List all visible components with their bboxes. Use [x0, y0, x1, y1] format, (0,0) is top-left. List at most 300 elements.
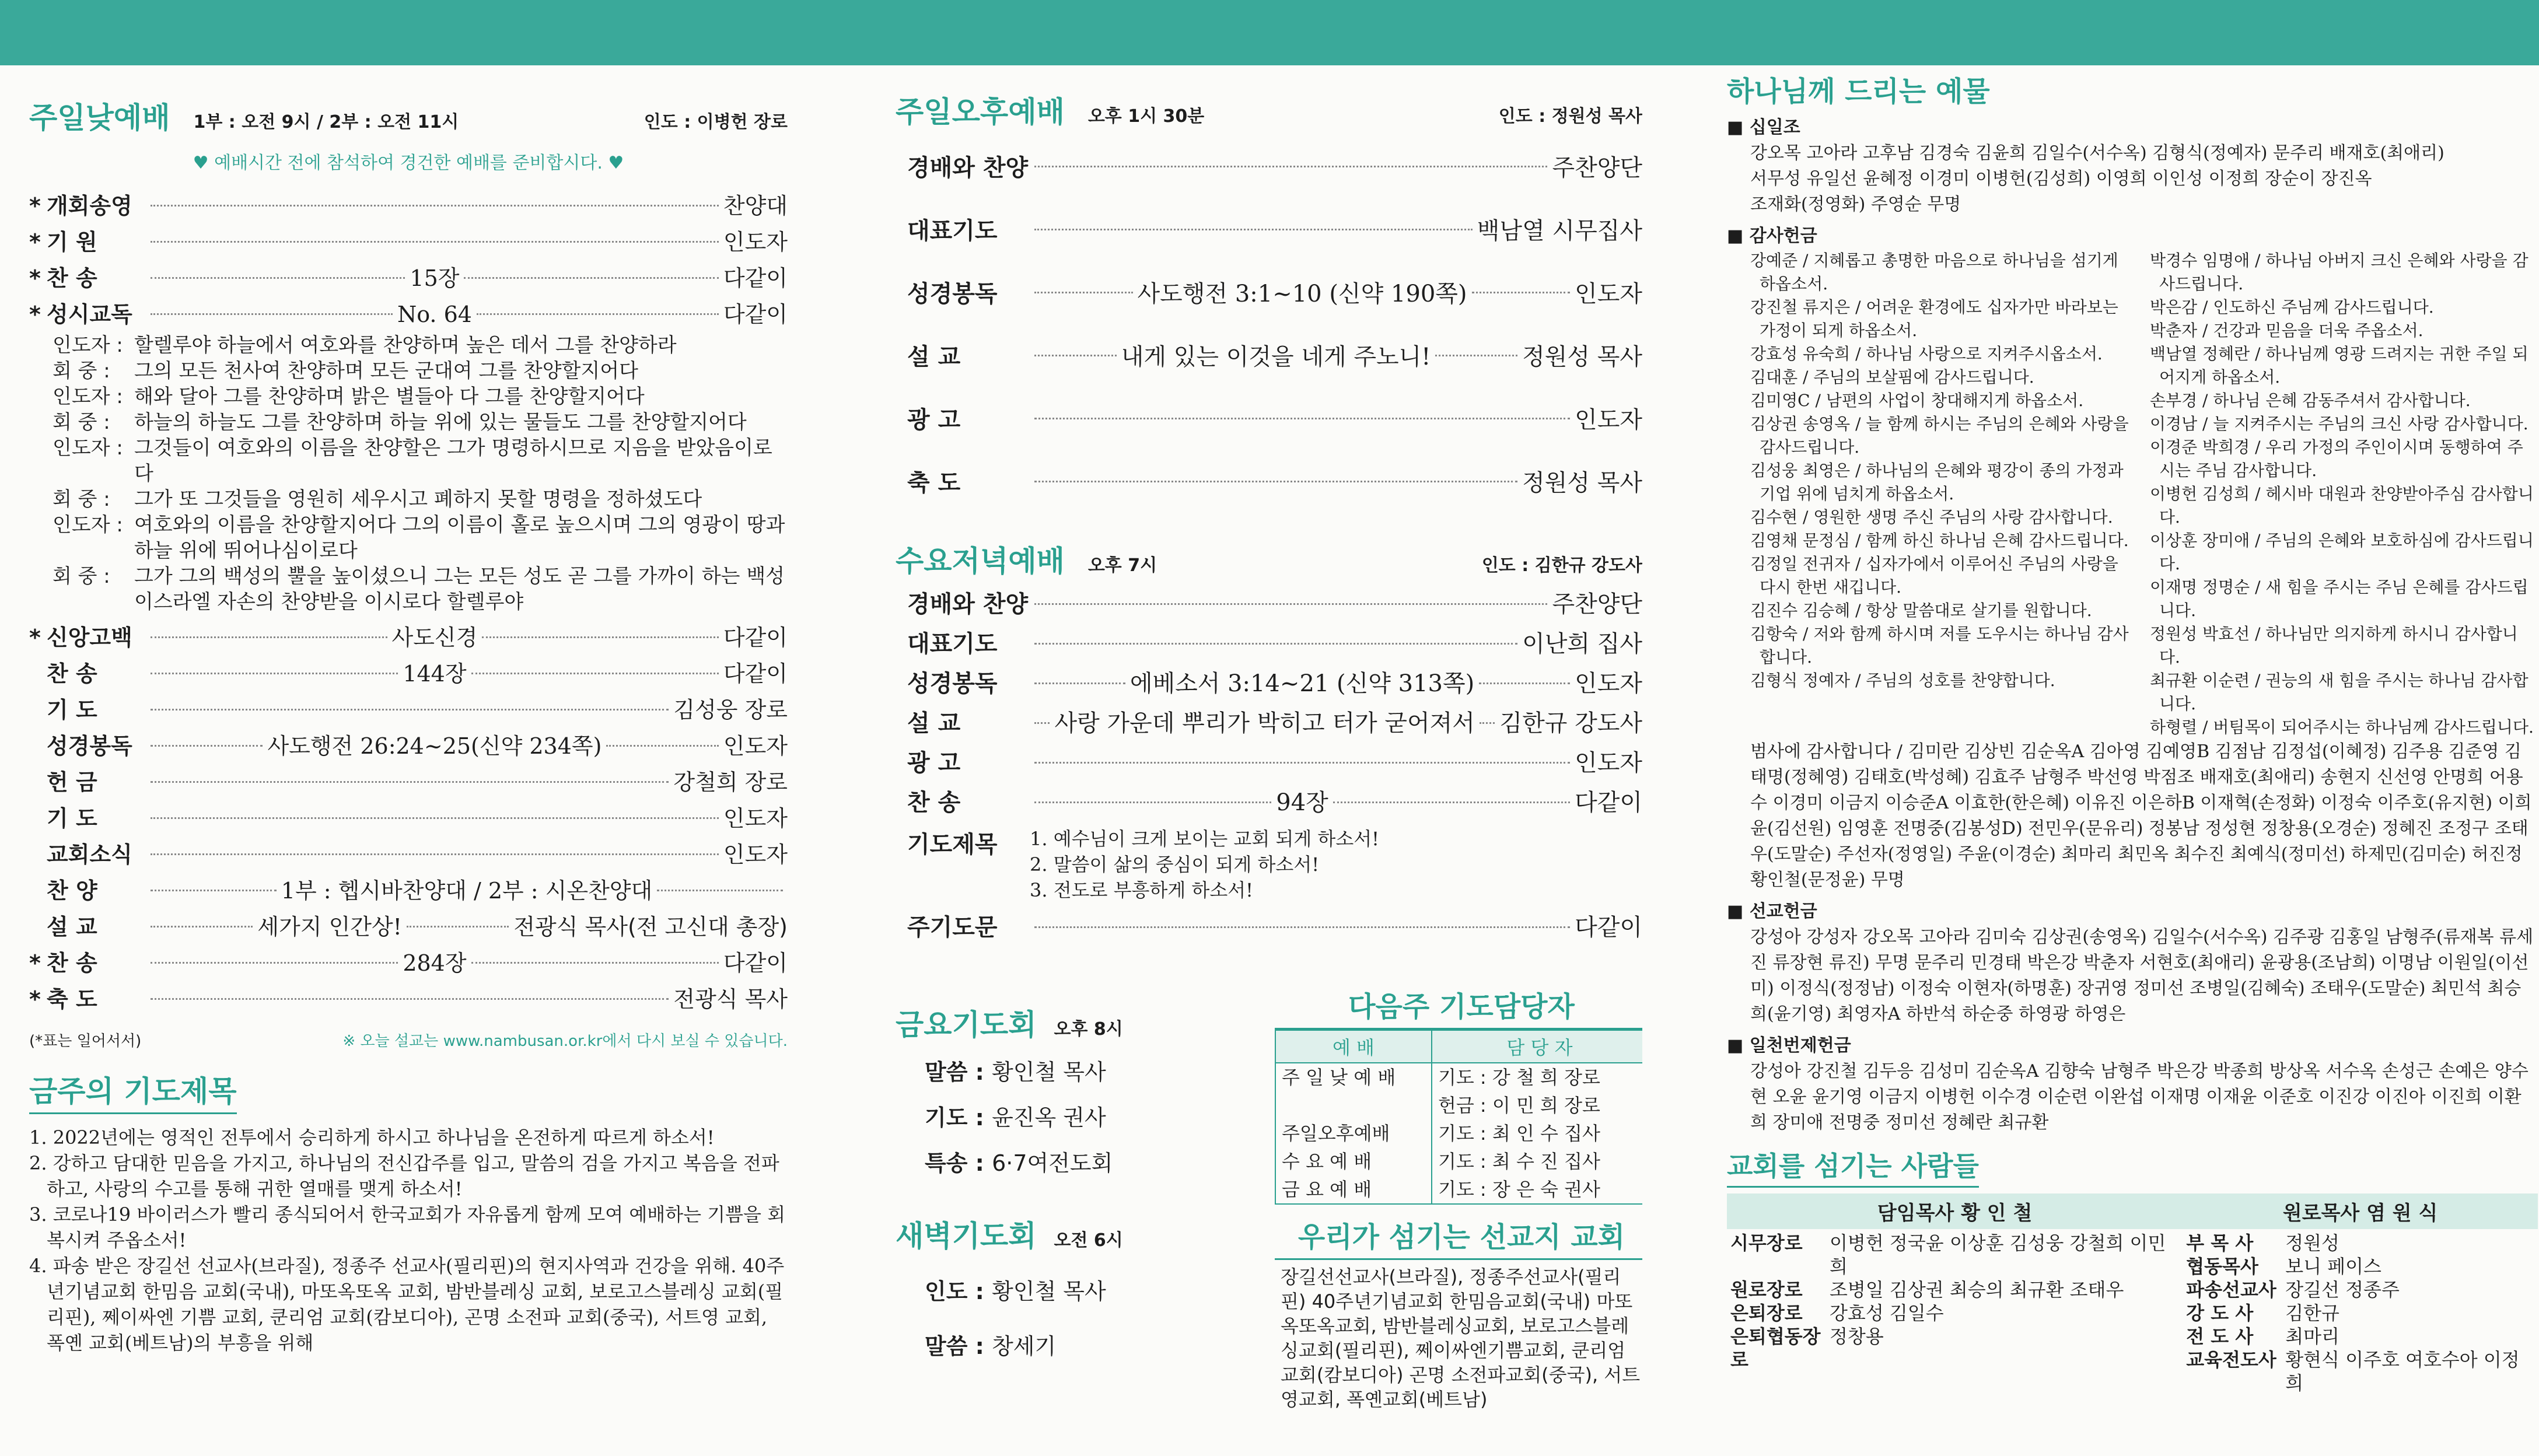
order-label	[47, 873, 146, 909]
reading-text: 그가 그의 백성의 뿔을 높이셨으니 그는 모든 성도 곧 그를 가까이 하는 백성 이스라엘 자손의 찬양받을 이시로다 할렐루야	[134, 565, 785, 614]
prayer-item: 4. 파송 받은 장길선 선교사(브라질), 정종주 선교사(필리핀)의 현지사역과 건강을 위해. 40주년기념교회 한밈음 교회(국내), 마또옥또옥 교회, 밤반블레싱 교회, 보로고스블레싱 교회(필리핀), 쩨이싸엔 기쁨 교회, 쿤리엄 교회(캄보디아), 곤명 소전파 교회(중국), 서트영 교회, 폭옌 교회(베트남)의 부흥을 위해	[29, 1255, 785, 1354]
order-row	[29, 873, 788, 909]
friday-block	[896, 1002, 1257, 1374]
duty-h2: 담 당 자	[1432, 1030, 1642, 1063]
leader-dots	[1034, 762, 1570, 764]
speaker: 인도자 :	[53, 334, 123, 357]
thanks-entry: 김미영C / 남편의 사업이 창대해지게 하옵소서.	[1750, 391, 2084, 410]
order-row	[29, 909, 788, 945]
service-person: 주찬양단	[1552, 591, 1642, 618]
reading-text: 여호와의 이름을 찬양할지어다 그의 이름이 홀로 높으시며 그의 영광이 땅과 하늘 위에 뛰어나심이로다	[134, 513, 785, 562]
leader-dots	[606, 745, 718, 747]
leader-dots	[151, 673, 398, 674]
order-row	[29, 620, 788, 656]
order-item: 사도신경	[391, 625, 478, 650]
thanks-entry: 김수현 / 영원한 생명 주신 주님의 사랑 감사합니다.	[1750, 508, 2113, 527]
friday-details	[896, 1049, 1257, 1186]
staff-role: 은퇴협동장로	[1730, 1325, 1821, 1371]
staff-role: 파송선교사	[2186, 1279, 2276, 1301]
responsive-line	[53, 384, 788, 410]
tithe-list	[1727, 141, 2538, 218]
leader-dots	[151, 781, 669, 783]
order-label	[47, 188, 146, 224]
order-person: 다같이	[723, 302, 788, 327]
order-item: 144장	[403, 661, 467, 687]
friday-l2: 기도 :	[925, 1105, 992, 1130]
staff-role: 전 도 사	[2186, 1325, 2254, 1348]
leader-dots	[482, 636, 719, 638]
wednesday-prayer-item: 3. 전도로 부흥하게 하소서!	[1030, 879, 1254, 901]
friday-title: 금요기도회	[896, 1008, 1037, 1042]
leader-dots	[1034, 682, 1125, 684]
order-label-text: 헌 금	[47, 769, 97, 795]
order-row	[29, 836, 788, 873]
staff-names: 보니 페이스	[2285, 1255, 2381, 1278]
staff-names: 장길선 정종주	[2285, 1279, 2400, 1301]
staff-names: 김한규	[2285, 1302, 2339, 1324]
duty-person: 기도 : 강 철 희 장로	[1432, 1063, 1642, 1091]
reading-text: 할렐루야 하늘에서 여호와를 찬양하며 높은 데서 그를 찬양하라	[134, 334, 677, 357]
staff-names: 이병헌 정국윤 이상훈 김성웅 강철희 이민희	[1830, 1232, 2166, 1278]
duty-row	[1275, 1147, 1642, 1175]
service-row	[896, 200, 1642, 262]
morning-leader: 인도 : 이병헌 장로	[644, 112, 788, 132]
thanks-entry: 백남열 정혜란 / 하나님께 영광 드려지는 귀한 주일 되어지게 하옵소서.	[2150, 344, 2528, 387]
staff-title: 교회를 섬기는 사람들	[1727, 1145, 1979, 1188]
order-label-text: 교회소식	[47, 842, 132, 867]
service-person: 이난희 집사	[1522, 631, 1642, 657]
staff-left	[1727, 1229, 2183, 1397]
thanks-right	[2150, 249, 2538, 739]
order-label-text: 기 도	[47, 697, 97, 723]
leader-dots	[471, 673, 719, 674]
order-label-text: 축 도	[47, 986, 97, 1012]
thanks-left	[1750, 249, 2138, 739]
leader-dots	[1034, 418, 1570, 419]
order-label-text: 설 교	[47, 914, 97, 940]
duty-service: 금 요 예 배	[1275, 1175, 1432, 1204]
thanks-entry: 이재명 정명순 / 새 힘을 주시는 주님 은혜를 감사드립니다.	[2150, 578, 2528, 620]
offering-column	[1727, 65, 2538, 1456]
service-label: 광 고	[907, 407, 961, 433]
speaker: 회 중 :	[53, 411, 110, 434]
order-row	[29, 945, 788, 981]
afternoon-order	[896, 136, 1642, 514]
leader-dots	[151, 853, 719, 855]
service-person: 백남열 시무집사	[1477, 218, 1642, 244]
duty-person: 기도 : 최 인 수 집사	[1432, 1119, 1642, 1147]
leader-dots	[1034, 292, 1133, 293]
offering-body	[1727, 115, 2538, 1136]
order-label	[47, 836, 146, 873]
star-mark: *	[29, 229, 41, 255]
service-person: 정원성 목사	[1522, 344, 1642, 370]
order-row	[29, 656, 788, 692]
staff-row	[1730, 1231, 2179, 1278]
order-label-text: 신앙고백	[47, 625, 132, 650]
leader-dots	[151, 745, 263, 747]
star-mark: *	[29, 625, 41, 650]
wednesday-prayer-list	[1030, 826, 1379, 903]
responsive-line	[53, 435, 788, 487]
responsive-line	[53, 487, 788, 512]
staff-role: 교육전도사	[2186, 1349, 2276, 1371]
service-person: 정원성 목사	[1522, 470, 1642, 496]
wednesday-order	[896, 584, 1642, 822]
service-label: 설 교	[907, 710, 961, 737]
thanks-entry: 박춘자 / 건강과 믿음을 더욱 주옵소서.	[2150, 321, 2423, 340]
leader-dots	[1034, 643, 1517, 645]
leader-dots	[407, 926, 509, 928]
thanks-entry: 박은감 / 인도하신 주님께 감사드립니다.	[2150, 298, 2434, 317]
duty-title: 다음주 기도담당자	[1275, 984, 1642, 1030]
thanks-entry: 강효성 유숙희 / 하나님 사랑으로 지켜주시옵소서.	[1750, 344, 2103, 363]
wednesday-prayer-label: 기도제목	[907, 831, 998, 858]
leader-dots	[151, 277, 405, 279]
service-row	[896, 624, 1642, 664]
wednesday-time: 오후 7시	[1087, 555, 1157, 576]
responsive-line	[53, 358, 788, 384]
friday-time: 오후 8시	[1054, 1019, 1123, 1040]
speaker: 회 중 :	[53, 359, 110, 383]
thanks-entry: 박경수 임명애 / 하나님 아버지 크신 은혜와 사랑을 감사드립니다.	[2150, 251, 2528, 293]
reading-text: 그것들이 여호와의 이름을 찬양할은 그가 명령하시므로 지음을 받았음이로다	[134, 436, 772, 485]
service-person: 인도자	[1575, 281, 1642, 307]
duty-person: 기도 : 최 수 진 집사	[1432, 1147, 1642, 1175]
staff-names: 강효성 김일수	[1830, 1302, 1944, 1324]
leader-dots	[477, 313, 719, 315]
reading-text: 그가 또 그것들을 영원히 세우시고 폐하지 못할 명령을 정하셨도다	[134, 488, 702, 511]
order-label	[47, 728, 146, 764]
congrats-list: 범사에 감사합니다 / 김미란 김상빈 김순옥A 김아영 김예영B 김점남 김정섭(이혜정) 김주용 김준영 김태명(정혜영) 김태호(박성혜) 김효주 남형주 박선영 박점조 배재호(최애리) 송현지 신선영 안명희 어용수 이경미 이금지 이승준A 이효한(한은혜) 이유진 이은하B 이재혁(손정화) 이정숙 이주호(유지현) 이희윤(김선원) 임영훈 전명중(김봉성D) 전민우(문유리) 정봉남 정성현 정창용(오경순) 정혜진 조정구 조태우(도말순) 주선자(정영일) 주윤(이경순) 최마리 최민옥 최수진 최예식(정미선) 하제민(김미순) 허진정 황인철(문정윤) 무명	[1750, 741, 2532, 890]
tithe-line: 강오목 고아라 고후남 김경숙 김윤희 김일수(서수옥) 김형식(정예자) 문주리 배재호(최애리)	[1750, 143, 2444, 163]
service-person: 다같이	[1575, 789, 1642, 816]
duty-service: 주 일 낮 예 배	[1275, 1063, 1432, 1091]
leader-dots	[151, 998, 669, 1000]
order-label	[47, 224, 146, 260]
service-person: 김한규 강도사	[1499, 710, 1642, 737]
thanks-list	[1727, 249, 2538, 739]
leader-dots	[151, 313, 393, 315]
thanks-entry: 이경남 / 늘 지켜주시는 주님의 크신 사랑 감사합니다.	[2150, 414, 2528, 433]
standing-note: (*표는 일어서서)	[29, 1032, 142, 1050]
staff-role: 협동목사	[2186, 1255, 2258, 1278]
mission-offering-list: 강성아 강성자 강오목 고아라 김미숙 김상권(송영옥) 김일수(서수옥) 김주광 김홍일 남형주(류재복 류세진 류장현 류진) 무명 문주리 민경태 박은강 박춘자 서현호(최애리) 윤광용(조남희) 이명남 이원일(이선미) 이정식(정정남) 이정숙 이현자(하명훈) 장귀영 정미선 조병일(김혜숙) 조태우(도말순) 최민석 최승희(윤기영) 최영자A 하반석 하순중 하영광 하영은	[1750, 927, 2534, 1024]
service-item: 내게 있는 이것을 네게 주노니!	[1121, 344, 1431, 370]
order-item: 284장	[403, 950, 467, 976]
duty-person: 헌금 : 이 민 희 장로	[1432, 1091, 1642, 1119]
thanks-entry: 이상훈 장미애 / 주님의 은혜와 보호하심에 감사드립니다.	[2150, 531, 2534, 573]
order-person: 인도자	[723, 229, 788, 255]
thanks-entry: 김항숙 / 저와 함께 하시며 저를 도우시는 하나님 감사합니다.	[1750, 624, 2129, 667]
order-label-text: 찬 송	[47, 950, 97, 976]
order-label	[47, 620, 146, 656]
morning-service-column	[29, 65, 788, 1456]
leader-dots	[1034, 166, 1547, 167]
thanks-entry: 김정일 전귀자 / 십자가에서 이루어신 주님의 사랑을 다시 한번 새깁니다.	[1750, 554, 2118, 597]
wednesday-prayers	[896, 826, 1642, 903]
missions-box	[1275, 1214, 1642, 1416]
staff-names: 최마리	[2285, 1325, 2339, 1348]
prayer-title: 금주의 기도제목	[29, 1068, 237, 1114]
order-label-text: 찬 송	[47, 661, 97, 687]
leader-dots	[151, 709, 669, 710]
service-row	[896, 704, 1642, 743]
order-item: 1부 : 헵시바찬양대 / 2부 : 시온찬양대	[281, 878, 653, 904]
staff-role: 부 목 사	[2186, 1232, 2254, 1254]
order-person: 인도자	[723, 842, 788, 867]
staff-row	[2186, 1255, 2534, 1278]
order-person: 인도자	[723, 733, 788, 759]
order-item: No. 64	[397, 302, 472, 327]
leader-dots	[151, 962, 398, 964]
service-row	[896, 783, 1642, 822]
prayer-item: 1. 2022년에는 영적인 전투에서 승리하게 하시고 하나님을 온전하게 따르게 하소서!	[29, 1126, 715, 1149]
dawn-l1: 인도 :	[925, 1279, 992, 1304]
leader-dots	[1333, 802, 1570, 803]
afternoon-leader: 인도 : 정원성 목사	[1498, 106, 1642, 127]
staff-role: 강 도 사	[2186, 1302, 2254, 1324]
service-label: 성경봉독	[907, 670, 998, 697]
leader-dots	[464, 277, 718, 279]
order-label	[47, 764, 146, 800]
star-mark: *	[29, 950, 41, 976]
wednesday-prayer-item: 1. 예수님이 크게 보이는 교회 되게 하소서!	[1030, 828, 1380, 850]
responsive-line	[53, 332, 788, 358]
order-label-text: 찬 양	[47, 878, 97, 904]
service-label: 성경봉독	[907, 281, 998, 307]
service-item: 에베소서 3:14~21 (신약 313쪽)	[1129, 670, 1475, 697]
staff-right	[2183, 1229, 2538, 1397]
staff-role: 원로장로	[1730, 1279, 1803, 1301]
morning-header	[29, 94, 788, 136]
leader-dots	[1034, 481, 1517, 482]
order-person: 인도자	[723, 806, 788, 831]
staff-names: 정창용	[1830, 1325, 1884, 1348]
friday-v2: 윤진옥 권사	[992, 1105, 1106, 1130]
dawn-title: 새벽기도회	[896, 1219, 1037, 1253]
order-person: 다같이	[723, 950, 788, 976]
morning-times: 1부 : 오전 9시 / 2부 : 오전 11시	[193, 112, 459, 132]
dawn-l2: 말씀 :	[925, 1334, 992, 1359]
thanks-entry: 손부경 / 하나님 은혜 감동주셔서 감사합니다.	[2150, 391, 2471, 410]
missions-text: 장길선선교사(브라질), 정종주선교사(필리핀) 40주년기념교회 한밈음교회(국내) 마또옥또옥교회, 밤반블레싱교회, 보로고스블레싱교회(필리핀), 쩨이싸엔기쁨교회, 쿤리엄교회(캄보디아) 곤명 소전파교회(중국), 서트영교회, 폭옌교회(베트남)	[1281, 1266, 1641, 1410]
duty-row	[1275, 1063, 1642, 1091]
morning-order-top	[29, 188, 788, 332]
lords-prayer-label: 주기도문	[907, 914, 998, 941]
duty-service: 수 요 예 배	[1275, 1147, 1432, 1175]
leader-dots	[1034, 355, 1117, 356]
leader-dots	[151, 205, 719, 206]
star-mark: *	[29, 193, 41, 219]
afternoon-time: 오후 1시 30분	[1087, 106, 1205, 127]
leader-dots	[1034, 926, 1570, 928]
service-person: 인도자	[1575, 750, 1642, 776]
offering-title: 하나님께 드리는 예물	[1727, 75, 1990, 108]
leader-dots	[1034, 229, 1473, 230]
order-person: 찬양대	[723, 193, 788, 219]
order-person: 다같이	[723, 625, 788, 650]
thanks-entry: 김상권 송영옥 / 늘 함께 하시는 주님의 은혜와 사랑을 감사드립니다.	[1750, 414, 2129, 457]
staff-row	[2186, 1301, 2534, 1325]
leader-dots	[1034, 802, 1271, 803]
service-label: 경배와 찬양	[907, 591, 1029, 618]
duty-table	[1275, 1030, 1642, 1205]
reading-text: 그의 모든 천사여 찬양하며 모든 군대여 그를 찬양할지어다	[134, 359, 638, 383]
order-item: 사도행전 26:24~25(신약 234쪽)	[267, 733, 602, 759]
service-item: 사랑 가운데 뿌리가 박히고 터가 굳어져서	[1054, 710, 1475, 737]
weekly-offering-heading: ■ 일천번제헌금	[1727, 1035, 1851, 1056]
duty-row	[1275, 1175, 1642, 1204]
staff-names: 조병일 김상권 최승의 최규환 조태우	[1830, 1279, 2124, 1301]
leader-dots	[151, 926, 253, 928]
service-row	[896, 584, 1642, 624]
responsive-line	[53, 564, 788, 615]
order-row	[29, 728, 788, 764]
leader-dots	[1479, 682, 1570, 684]
speaker: 인도자 :	[53, 513, 123, 537]
leader-dots	[151, 241, 719, 243]
star-mark: *	[29, 302, 41, 327]
staff-role: 시무장로	[1730, 1232, 1803, 1254]
website-note: ※ 오늘 설교는 www.nambusan.or.kr에서 다시 보실 수 있습니다.	[342, 1032, 788, 1050]
staff-row	[1730, 1325, 2179, 1371]
order-row	[29, 296, 788, 332]
service-row	[896, 136, 1642, 200]
prayer-item: 3. 코로나19 바이러스가 빨리 종식되어서 한국교회가 자유롭게 함께 모여 예배하는 기쁨을 회복시켜 주옵소서!	[29, 1203, 785, 1251]
order-item: 15장	[410, 265, 460, 291]
staff-names: 황현식 이주호 여호수아 이정희	[2285, 1349, 2520, 1394]
service-row	[896, 388, 1642, 452]
weekly-offering-list: 강성아 강진철 김두응 김성미 김순옥A 김향숙 남형주 박은강 박종희 방상옥 서수옥 손성근 손예은 양수현 오윤 윤기영 이금지 이병헌 이수경 이순련 이완섭 이재명 이재윤 이준호 이진강 이진아 이진희 이환희 장미애 전명중 정미선 정혜란 최규환	[1750, 1061, 2528, 1133]
service-label: 광 고	[907, 750, 961, 776]
tithe-heading: ■ 십일조	[1727, 117, 1800, 138]
leader-dots	[151, 890, 277, 891]
order-label-text: 성시교독	[47, 302, 132, 327]
lords-prayer-row	[896, 908, 1642, 947]
service-label: 축 도	[907, 470, 961, 496]
thanks-entry: 하형렬 / 버팀목이 되어주시는 하나님께 감사드립니다.	[2150, 718, 2534, 737]
order-label	[47, 656, 146, 692]
duty-service: 주일오후예배	[1275, 1119, 1432, 1147]
friday-v1: 황인철 목사	[992, 1059, 1106, 1085]
order-label-text: 기 원	[47, 229, 97, 255]
reading-text: 해와 달아 그를 찬양하며 밝은 별들아 다 그를 찬양할지어다	[134, 385, 645, 408]
service-item: 94장	[1276, 789, 1328, 816]
duty-service	[1275, 1091, 1432, 1119]
service-person: 인도자	[1575, 407, 1642, 433]
morning-note: ♥ 예배시간 전에 참석하여 경건한 예배를 준비합시다. ♥	[193, 153, 624, 173]
speaker: 인도자 :	[53, 436, 123, 460]
prayer-list	[29, 1125, 788, 1356]
duty-person: 기도 : 장 은 숙 권사	[1432, 1175, 1642, 1204]
morning-title: 주일낮예배	[29, 101, 170, 135]
order-row	[29, 981, 788, 1017]
reading-text: 하늘의 하늘도 그를 찬양하며 하늘 위에 있는 물들도 그를 찬양할지어다	[134, 411, 747, 434]
order-person: 김성웅 장로	[673, 697, 788, 723]
staff-row	[2186, 1231, 2534, 1255]
speaker: 인도자 :	[53, 385, 123, 408]
order-label	[47, 945, 146, 981]
order-row	[29, 224, 788, 260]
thanks-entry: 이병헌 김성희 / 헤시바 대원과 찬양받아주심 감사합니다.	[2150, 484, 2534, 527]
staff-names: 정원성	[2285, 1232, 2339, 1254]
thanks-entry: 정원성 박효선 / 하나님만 의지하게 하시니 감사합니다.	[2150, 624, 2518, 667]
service-label: 찬 송	[907, 789, 961, 816]
staff-row	[2186, 1348, 2534, 1395]
order-person: 전광식 목사(전 고신대 총장)	[513, 914, 788, 940]
leader-dots	[657, 890, 783, 891]
leader-dots	[1034, 722, 1050, 724]
morning-footnotes	[29, 1029, 788, 1051]
service-person: 인도자	[1575, 670, 1642, 697]
order-label-text: 성경봉독	[47, 733, 132, 759]
responsive-line	[53, 410, 788, 435]
lords-prayer-right: 다같이	[1575, 914, 1642, 941]
thanks-entry: 강예준 / 지혜롭고 총명한 마음으로 하나님을 섬기게 하옵소서.	[1750, 251, 2118, 293]
service-person: 주찬양단	[1552, 155, 1642, 181]
order-label-text: 개회송영	[47, 193, 132, 219]
speaker: 회 중 :	[53, 488, 110, 511]
wednesday-header	[896, 538, 1642, 580]
leader-dots	[1480, 722, 1495, 724]
wednesday-leader: 인도 : 김한규 강도사	[1481, 555, 1642, 576]
friday-v3: 6·7여전도회	[992, 1150, 1113, 1176]
order-label	[47, 800, 146, 836]
speaker: 회 중 :	[53, 565, 110, 588]
service-label: 대표기도	[907, 218, 998, 244]
service-label: 경배와 찬양	[907, 155, 1029, 181]
staff-row	[2186, 1278, 2534, 1301]
prayer-item: 2. 강하고 담대한 믿음을 가지고, 하나님의 전신갑주를 입고, 말씀의 검을 가지고 복음을 전파하고, 사랑의 수고를 통해 귀한 열매를 맺게 하소서!	[29, 1152, 779, 1200]
duty-h1: 예 배	[1275, 1030, 1432, 1063]
order-row	[29, 800, 788, 836]
thanks-entry: 강진철 류지은 / 어려운 환경에도 십자가만 바라보는 가정이 되게 하옵소서.	[1750, 298, 2118, 340]
order-label	[47, 296, 146, 332]
responsive-reading	[29, 332, 788, 615]
order-row	[29, 260, 788, 296]
tithe-line: 조재화(정영화) 주영순 무명	[1750, 194, 1961, 215]
order-row	[29, 692, 788, 728]
staff-row	[1730, 1278, 2179, 1301]
afternoon-header	[896, 89, 1642, 131]
order-person: 강철희 장로	[673, 769, 788, 795]
staff-table	[1727, 1194, 2538, 1397]
leader-dots	[471, 962, 719, 964]
thanks-entry: 김형식 정예자 / 주님의 성호를 찬양합니다.	[1750, 671, 2055, 690]
order-person: 다같이	[723, 265, 788, 291]
order-label-text: 기 도	[47, 806, 97, 831]
order-item: 세가지 인간상!	[257, 914, 402, 940]
order-row	[29, 188, 788, 224]
thanks-entry: 김영채 문정심 / 함께 하신 하나님 은혜 감사드립니다.	[1750, 531, 2129, 550]
service-row	[896, 664, 1642, 704]
leader-dots	[1034, 603, 1547, 605]
thanks-heading: ■ 감사헌금	[1727, 226, 1817, 246]
order-label	[47, 692, 146, 728]
missions-title: 우리가 섬기는 선교지 교회	[1275, 1214, 1642, 1260]
leader-dots	[1472, 292, 1571, 293]
leader-dots	[151, 817, 719, 819]
dawn-v1: 황인철 목사	[992, 1279, 1106, 1304]
service-item: 사도행전 3:1~10 (신약 190쪽)	[1137, 281, 1467, 307]
duty-row	[1275, 1091, 1642, 1119]
star-mark: *	[29, 986, 41, 1012]
leader-dots	[1435, 355, 1517, 356]
staff-role: 은퇴장로	[1730, 1302, 1803, 1324]
thanks-entry: 김대훈 / 주님의 보살핌에 감사드립니다.	[1750, 368, 2034, 387]
dawn-details	[896, 1264, 1257, 1374]
